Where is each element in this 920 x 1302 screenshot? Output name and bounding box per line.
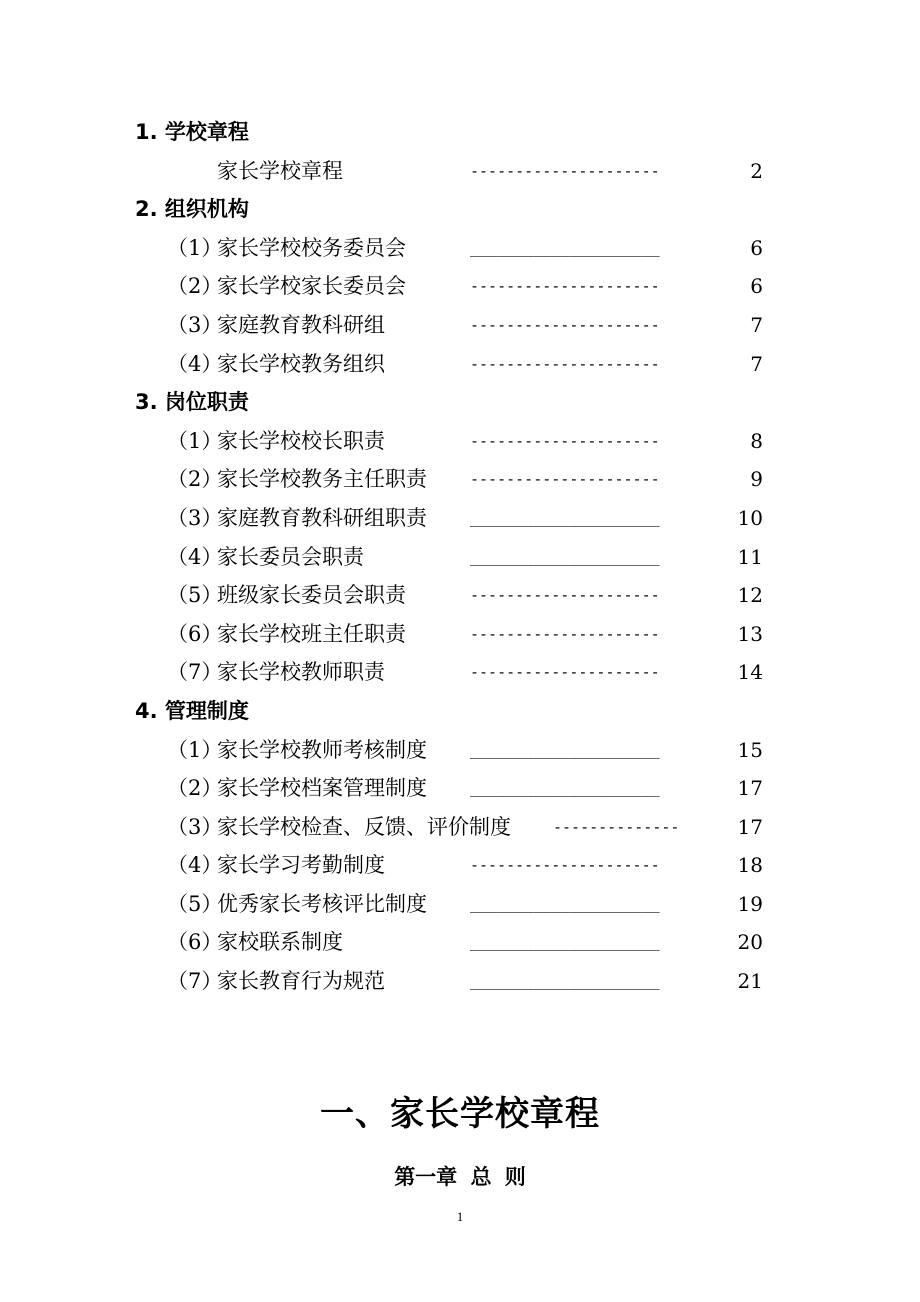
toc-entry-label: 家长学校教师考核制度 xyxy=(217,737,427,762)
toc-page-number: 18 xyxy=(737,853,763,878)
toc-page-number: 15 xyxy=(737,737,763,762)
toc-entry[interactable] xyxy=(135,229,775,268)
toc-entry[interactable] xyxy=(135,576,775,615)
toc-leader: --------------------- xyxy=(470,624,660,643)
toc-leader: --------------------- xyxy=(470,315,660,334)
toc-entry-number: （6） xyxy=(167,930,223,955)
toc-page-number: 7 xyxy=(750,312,763,337)
toc-entry-label: 家长学校班主任职责 xyxy=(217,621,406,646)
toc-entry-number: （2） xyxy=(167,776,223,801)
toc-page-number: 13 xyxy=(737,621,763,646)
toc-entry[interactable] xyxy=(135,769,775,808)
toc-leader: --------------------- xyxy=(470,161,660,180)
toc-leader: --------------------- xyxy=(470,586,660,605)
toc-entry-label: 班级家长委员会职责 xyxy=(217,583,406,608)
toc-page-number: 21 xyxy=(737,969,763,994)
toc-leader: -------------- xyxy=(553,817,680,836)
toc-page-number: 11 xyxy=(737,544,763,569)
toc-entry[interactable] xyxy=(135,152,775,191)
toc-entry-label: 家长学校教务组织 xyxy=(217,351,385,376)
toc-entry[interactable] xyxy=(135,538,775,577)
toc-page-number: 12 xyxy=(737,583,763,608)
toc-entry-label: 家长学校教师职责 xyxy=(217,660,385,685)
toc-leader: --------------------- xyxy=(470,277,660,296)
toc-entry-number: （3） xyxy=(167,312,223,337)
toc-entry[interactable] xyxy=(135,962,775,1001)
toc-page-number: 8 xyxy=(750,428,763,453)
toc-section-heading: 1. 学校章程 xyxy=(135,120,249,144)
toc-entry[interactable] xyxy=(135,267,775,306)
toc-leader: --------------------- xyxy=(470,663,660,682)
toc-entry-label: 家长学校校务委员会 xyxy=(217,235,406,260)
toc-entry-label: 家长学校档案管理制度 xyxy=(217,776,427,801)
toc-page-number: 2 xyxy=(750,158,763,183)
toc-leader: --------------------- xyxy=(470,856,660,875)
toc-entry-number: （5） xyxy=(167,583,223,608)
toc-entry[interactable] xyxy=(135,846,775,885)
toc-page-number: 17 xyxy=(737,814,763,839)
footer-page-number: 1 xyxy=(456,1209,464,1224)
toc-page-number: 6 xyxy=(750,235,763,260)
toc-entry[interactable] xyxy=(135,460,775,499)
toc-entry-number: （4） xyxy=(167,351,223,376)
toc-entry[interactable] xyxy=(135,808,775,847)
chapter-subtitle: 第一章 总 则 xyxy=(394,1165,526,1189)
toc-entry-number: （2） xyxy=(167,467,223,492)
toc-entry-number: （1） xyxy=(167,737,223,762)
toc-entry-label: 家庭教育教科研组职责 xyxy=(217,505,427,530)
toc-entry[interactable] xyxy=(135,923,775,962)
toc-leader: _____________________ xyxy=(470,894,660,913)
toc-leader: --------------------- xyxy=(470,354,660,373)
toc-entry-label: 优秀家长考核评比制度 xyxy=(217,891,427,916)
toc-leader: _____________________ xyxy=(470,933,660,952)
toc-leader: _____________________ xyxy=(470,547,660,566)
toc-entry[interactable] xyxy=(135,731,775,770)
toc-entry[interactable] xyxy=(135,885,775,924)
toc-leader: _____________________ xyxy=(470,508,660,527)
toc-page-number: 7 xyxy=(750,351,763,376)
toc-entry-label: 家长委员会职责 xyxy=(217,544,364,569)
toc-leader: --------------------- xyxy=(470,470,660,489)
toc-page-number: 17 xyxy=(737,776,763,801)
toc-entry[interactable] xyxy=(135,615,775,654)
toc-leader: _____________________ xyxy=(470,740,660,759)
toc-entry-label: 家长学校章程 xyxy=(217,158,343,183)
toc-entry-label: 家长学校校长职责 xyxy=(217,428,385,453)
toc-entry-label: 家长学校检查、反馈、评价制度 xyxy=(217,814,511,839)
toc-section-heading: 2. 组织机构 xyxy=(135,197,249,222)
toc-page-number: 20 xyxy=(737,930,763,955)
toc-page-number: 10 xyxy=(737,505,763,530)
toc-entry[interactable] xyxy=(135,422,775,461)
toc-entry[interactable] xyxy=(135,653,775,692)
toc-leader: _____________________ xyxy=(470,779,660,798)
toc-entry-number: （3） xyxy=(167,505,223,530)
toc-entry[interactable] xyxy=(135,499,775,538)
toc-entry-label: 家长学校家长委员会 xyxy=(217,274,406,299)
toc-leader: _____________________ xyxy=(470,972,660,991)
toc-entry-number: （1） xyxy=(167,428,223,453)
toc-entry-number: （4） xyxy=(167,853,223,878)
toc-leader: --------------------- xyxy=(470,431,660,450)
toc-entry-number: （1） xyxy=(167,235,223,260)
toc-entry-number: （4） xyxy=(167,544,223,569)
toc-page-number: 6 xyxy=(750,274,763,299)
toc-leader: _____________________ xyxy=(470,238,660,257)
toc-entry-label: 家长学习考勤制度 xyxy=(217,853,385,878)
toc-section-heading: 3. 岗位职责 xyxy=(135,390,249,415)
toc-entry-label: 家长学校教务主任职责 xyxy=(217,467,427,492)
toc-entry-number: （7） xyxy=(167,660,223,685)
toc-entry-number: （5） xyxy=(167,891,223,916)
toc-page-number: 9 xyxy=(750,467,763,492)
toc-entry-label: 家校联系制度 xyxy=(217,930,343,955)
toc-page-number: 19 xyxy=(737,891,763,916)
chapter-title: 一、家长学校章程 xyxy=(320,1094,600,1134)
toc-entry-number: （7） xyxy=(167,969,223,994)
toc-entry-label: 家长教育行为规范 xyxy=(217,969,385,994)
table-of-contents xyxy=(135,113,775,1001)
toc-entry-number: （3） xyxy=(167,814,223,839)
toc-entry[interactable] xyxy=(135,345,775,384)
toc-entry-label: 家庭教育教科研组 xyxy=(217,312,385,337)
toc-section-heading: 4. 管理制度 xyxy=(135,698,249,723)
toc-page-number: 14 xyxy=(737,660,763,685)
toc-entry[interactable] xyxy=(135,306,775,345)
toc-entry-number: （2） xyxy=(167,274,223,299)
toc-entry-number: （6） xyxy=(167,621,223,646)
